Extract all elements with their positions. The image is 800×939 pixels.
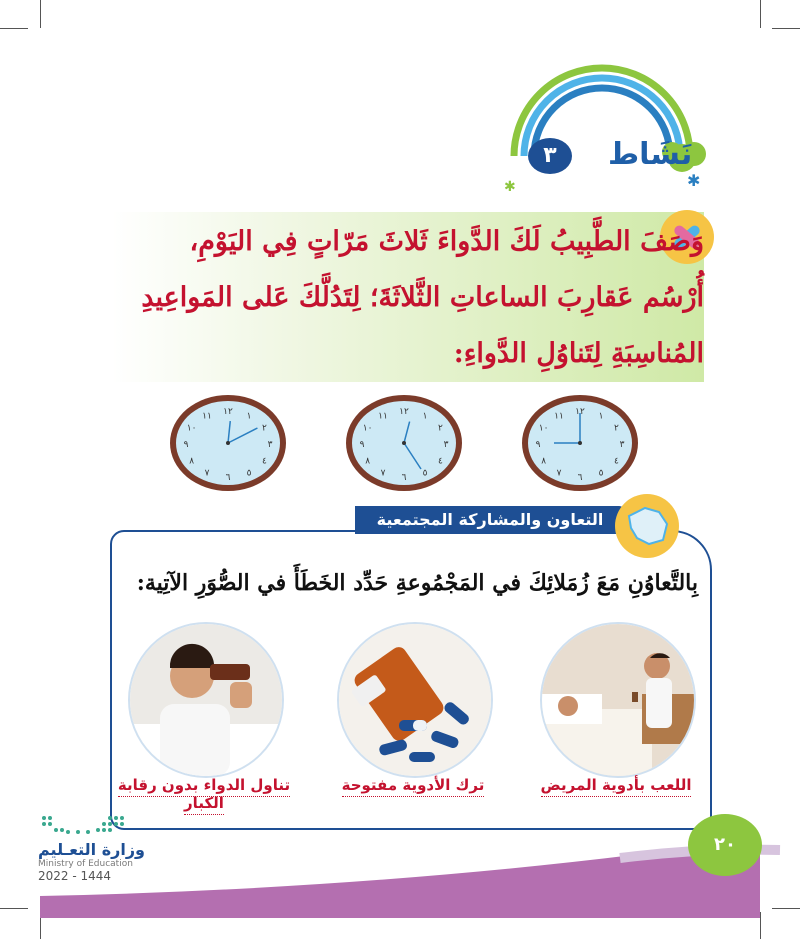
- ministry-year: 2022 - 1444: [38, 869, 112, 883]
- cooperation-text: بِالتَّعاوُنِ مَعَ زُمَلائِكَ في المَجْمُوعةِ حَدِّد الخَطَأَ في الصُّوَرِ الآتِية:: [136, 570, 698, 596]
- boy-drinking-medicine-photo: [128, 622, 284, 778]
- clock-numeral: ٥: [246, 468, 252, 479]
- ministry-logo: [38, 812, 218, 883]
- clock-numeral: ١٢: [223, 407, 233, 417]
- clock-numeral: ١١: [202, 411, 212, 422]
- clock-numeral: ٨: [541, 456, 547, 467]
- clock-numeral: ٩: [183, 440, 189, 450]
- spilled-pills-photo: [337, 622, 493, 778]
- crop-mark: [760, 0, 761, 28]
- activity-number: ٣: [528, 138, 572, 174]
- clock-numeral: ٤: [261, 456, 267, 467]
- crop-mark: [40, 0, 41, 28]
- instruction-line-1: وَصَفَ الطَّبِيبُ لَكَ الدَّواءَ ثَلاثَ مَرّاتٍ فِي اليَوْمِ،: [189, 226, 704, 257]
- clock-numeral: ٢: [261, 423, 267, 434]
- clock-numeral: ١٠: [362, 423, 373, 434]
- clock-numeral: ٩: [359, 440, 365, 450]
- caption-text: اللعب بأدوية المريض: [541, 776, 692, 797]
- caption-text: ترك الأدوية مفتوحة: [342, 776, 485, 797]
- clock-numeral: ٨: [189, 456, 195, 467]
- clock-numeral: ١٠: [538, 423, 549, 434]
- clock-numeral: ١١: [378, 411, 388, 422]
- activity-title: نَشَاط: [608, 137, 693, 172]
- clock: [520, 393, 640, 493]
- clock-numeral: ٩: [535, 440, 541, 450]
- clock-numeral: ١: [422, 411, 428, 422]
- clock-numeral: ٦: [577, 473, 583, 483]
- clock-center: [578, 441, 582, 445]
- caption-sick-child: [516, 776, 716, 794]
- clock-numeral: ١: [598, 411, 604, 422]
- clock-numeral: ١١: [554, 411, 564, 422]
- instruction-line-2: أُرْسُم عَقارِبَ الساعاتِ الثَّلاثَةَ؛ لِتَدُلَّكَ عَلى المَواعِيدِ: [141, 282, 704, 313]
- svg-text:✱: ✱: [504, 179, 516, 195]
- clock-numeral: ٧: [556, 468, 562, 479]
- clock-numeral: ٧: [204, 468, 210, 479]
- clock-numeral: ٦: [401, 473, 407, 483]
- caption-boy-drinking: [104, 776, 304, 812]
- caption-spilled-pills: [313, 776, 513, 794]
- clock-numeral: ١: [246, 411, 252, 422]
- clock-numeral: ١٢: [575, 407, 585, 417]
- ministry-name-en: Ministry of Education: [38, 859, 133, 869]
- ministry-dots-icon: [38, 812, 128, 836]
- clock-numeral: ٥: [422, 468, 428, 479]
- crop-mark: [772, 28, 800, 29]
- clock-numeral: ٢: [613, 423, 619, 434]
- clock-numeral: ٧: [380, 468, 386, 479]
- caption-text: تناول الدواء بدون رقابة الكبار: [118, 776, 290, 815]
- clock-center: [226, 441, 230, 445]
- cooperation-banner: التعاون والمشاركة المجتمعية: [355, 506, 625, 534]
- clock-numeral: ٨: [365, 456, 371, 467]
- clock-numeral: ٣: [267, 440, 273, 450]
- instruction-text: [104, 214, 704, 382]
- clock-numeral: ٥: [598, 468, 604, 479]
- page-number: ٢٠: [688, 814, 762, 876]
- clock: [168, 393, 288, 493]
- clock-numeral: ١٢: [399, 407, 409, 417]
- rainbow-icon: [494, 36, 710, 206]
- clock-numeral: ٦: [225, 473, 231, 483]
- crop-mark: [0, 28, 28, 29]
- instruction-line-3: المُناسِبَةِ لِتَناوُلِ الدَّواءِ:: [453, 338, 704, 369]
- ministry-name-ar: وزارة التعـليم: [38, 840, 145, 859]
- svg-text:✱: ✱: [687, 171, 701, 190]
- clock: [344, 393, 464, 493]
- clock-numeral: ٤: [437, 456, 443, 467]
- clock-numeral: ٢: [437, 423, 443, 434]
- clock-numeral: ٣: [619, 440, 625, 450]
- clock-numeral: ١٠: [186, 423, 197, 434]
- clock-numeral: ٤: [613, 456, 619, 467]
- clock-numeral: ٣: [443, 440, 449, 450]
- sick-child-photo: [540, 622, 696, 778]
- clock-center: [402, 441, 406, 445]
- saudi-map-icon: [615, 494, 679, 558]
